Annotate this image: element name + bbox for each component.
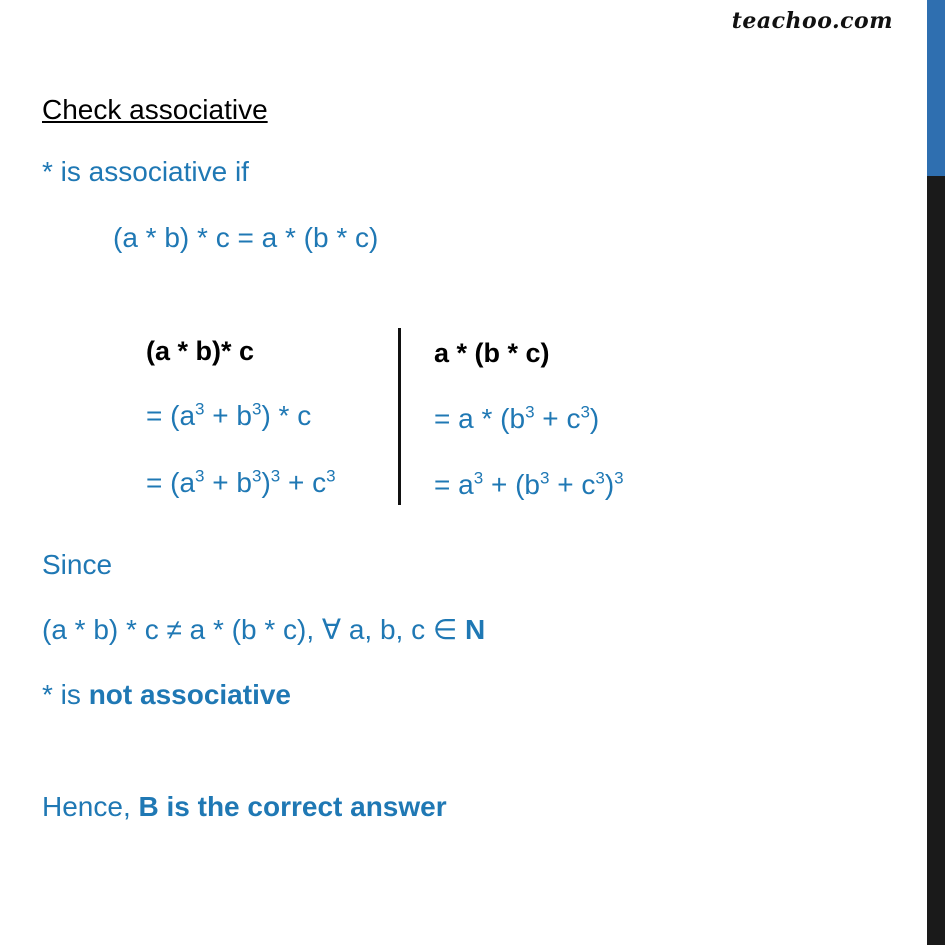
associative-condition: (a * b) * c = a * (b * c) bbox=[113, 222, 379, 253]
intro-text: * is associative if bbox=[42, 156, 249, 187]
scrollbar[interactable] bbox=[927, 0, 945, 945]
left-step-2: = $(a^3 + b^3)^3 + c^3$ bbox=[146, 466, 336, 498]
right-step-2: = $a^3 + (b^3 + c^3)^3$ bbox=[434, 468, 624, 500]
right-column-title: a * (b * c) bbox=[434, 338, 550, 368]
inequality-statement: (a * b) * c ≠ a * (b * c), ∀ a, b, c ∈ N bbox=[42, 614, 486, 645]
left-column-title: (a * b)* c bbox=[146, 336, 255, 366]
right-step-1: = $a * (b^3 + c^3)$ bbox=[434, 402, 600, 434]
final-answer: Hence, B is the correct answer bbox=[42, 791, 447, 822]
teachoo-logo: teachoo.com bbox=[731, 8, 893, 34]
since-text: Since bbox=[42, 549, 113, 580]
scrollbar-thumb[interactable] bbox=[927, 0, 945, 176]
left-step-1: = $(a^3 + b^3) * c$ bbox=[146, 399, 312, 431]
column-divider bbox=[398, 328, 401, 505]
section-heading: Check associative bbox=[42, 94, 268, 125]
natural-numbers-set: N bbox=[465, 614, 486, 645]
conclusion: * is not associative bbox=[42, 679, 291, 710]
